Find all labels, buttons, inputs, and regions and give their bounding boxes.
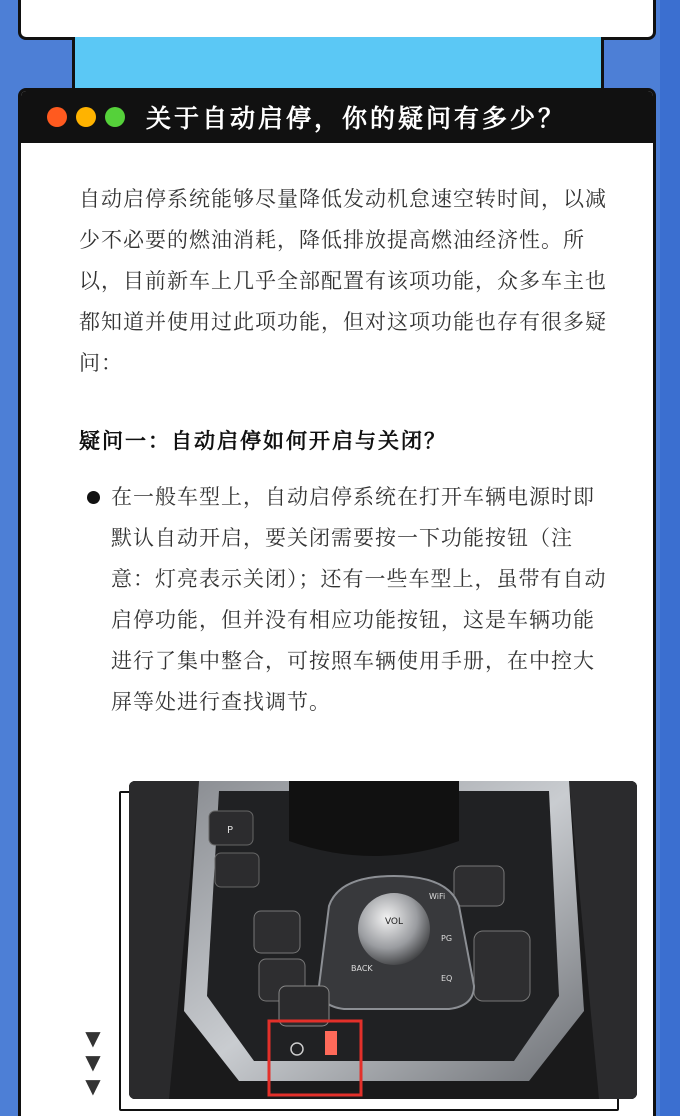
answer-paragraph: 在一般车型上，自动启停系统在打开车辆电源时即默认自动开启，要关闭需要按一下功能按钮（注意：灯亮表示关闭）；还有一些车型上，虽带有自动启停功能，但并没有相应功能按钮，这是车辆功能进行了集中整合，可按照车辆使用手册，在中控大屏等处进行查找调节。 xyxy=(111,485,607,714)
background-stripe xyxy=(660,0,680,1116)
red-dot-icon xyxy=(47,107,67,127)
card-header xyxy=(21,91,653,143)
article-card xyxy=(18,88,656,1116)
console-illustration xyxy=(129,781,637,1099)
down-triangle-icon: ▼ xyxy=(85,1074,101,1098)
bullet-icon xyxy=(87,491,100,504)
intro-paragraph: 自动启停系统能够尽量降低发动机怠速空转时间，以减少不必要的燃油消耗，降低排放提高燃油经济性。所以，目前新车上几乎全部配置有该项功能，众多车主也都知道并使用过此项功能，但对这项功能也存有很多疑问： xyxy=(79,187,607,375)
down-triangle-icon: ▼ xyxy=(85,1026,101,1050)
volume-knob xyxy=(358,893,430,965)
button-left-1 xyxy=(254,911,300,953)
back-label: BACK xyxy=(351,964,373,973)
yellow-dot-icon xyxy=(76,107,96,127)
button-right-2 xyxy=(474,931,530,1001)
button-right-1 xyxy=(454,866,504,906)
knob-label: VOL xyxy=(384,917,404,927)
previous-card xyxy=(18,0,656,40)
gear-boot xyxy=(289,781,459,856)
card-title: 关于自动启停，你的疑问有多少？ xyxy=(146,104,567,133)
eq-label: EQ xyxy=(441,974,453,983)
button-top-left-2 xyxy=(215,853,259,887)
center-console-photo xyxy=(129,781,637,1099)
down-arrows xyxy=(81,1026,105,1098)
p-label: P xyxy=(227,825,234,836)
down-triangle-icon: ▼ xyxy=(85,1050,101,1074)
pg-label: PG xyxy=(441,934,453,943)
indicator-light xyxy=(325,1031,337,1055)
question-title: 疑问一：自动启停如何开启与关闭？ xyxy=(79,429,447,453)
card-connector xyxy=(72,37,604,93)
wifi-label: WiFi xyxy=(429,892,446,901)
green-dot-icon xyxy=(105,107,125,127)
